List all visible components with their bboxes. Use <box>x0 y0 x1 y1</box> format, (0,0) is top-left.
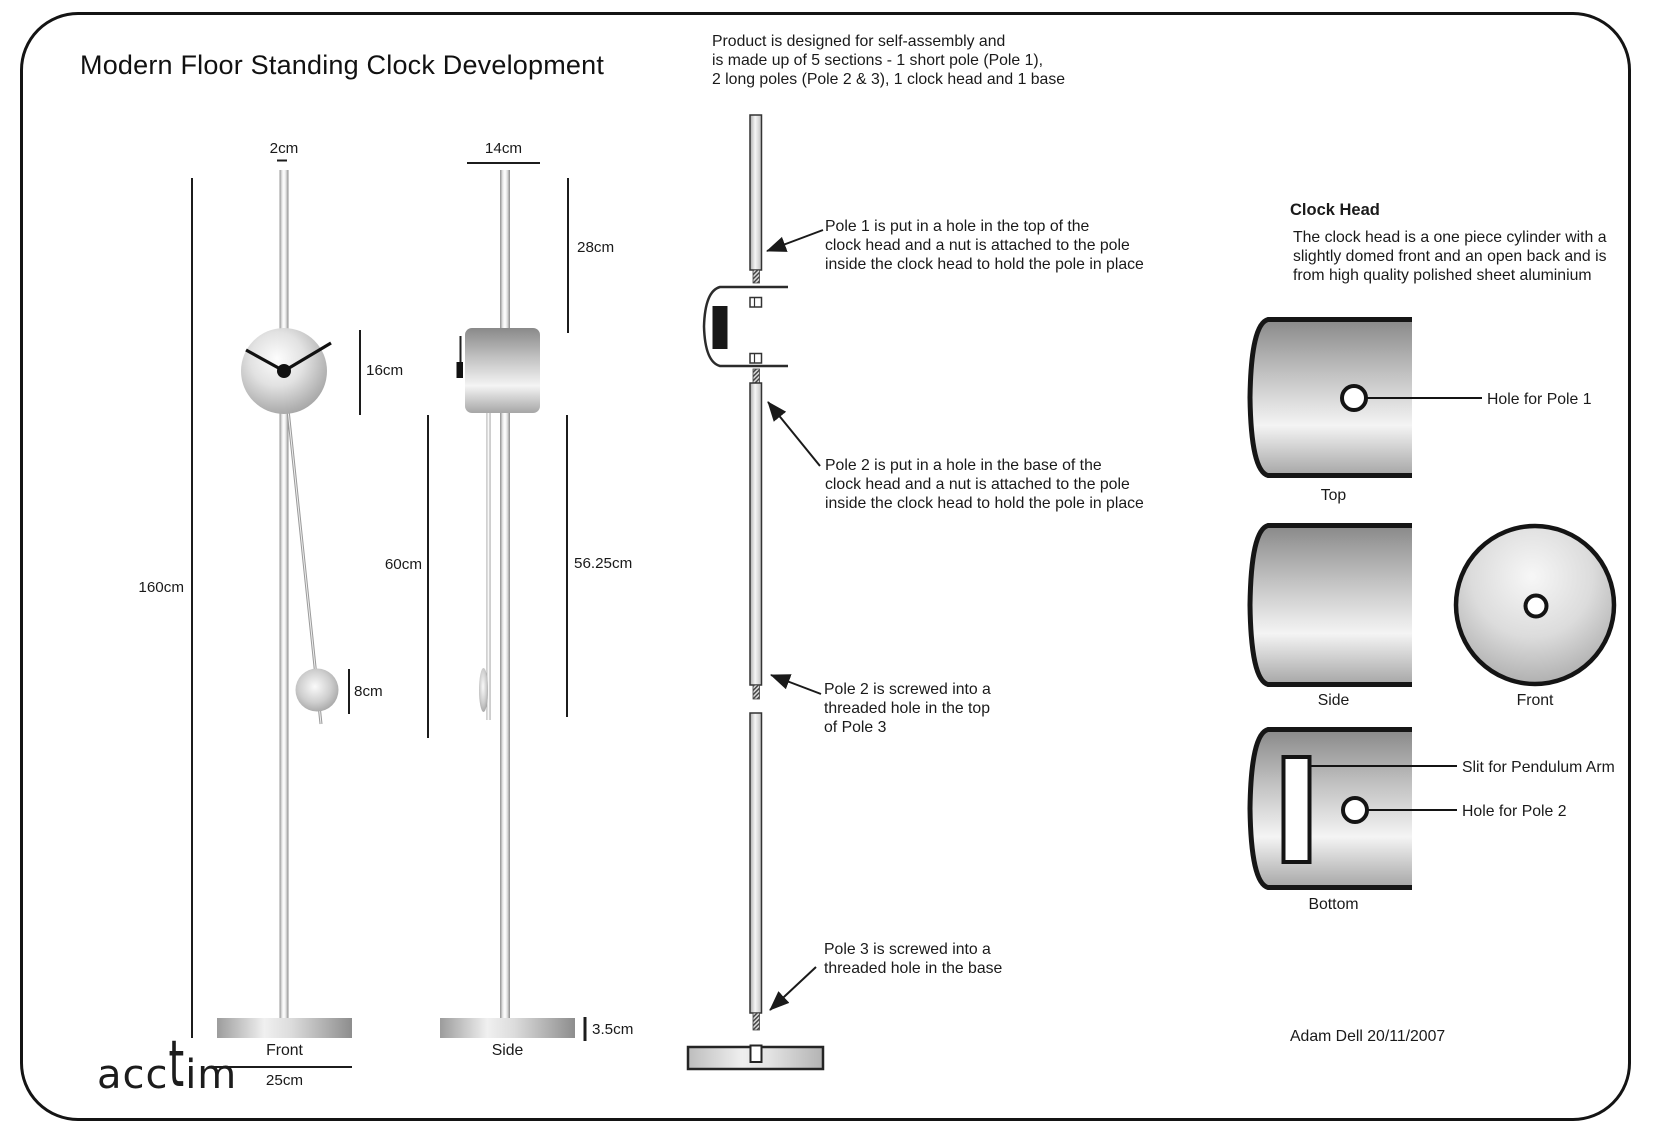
dim-2cm: 2cm <box>269 140 299 157</box>
callout-hole-for-pole-2: Hole for Pole 2 <box>1462 803 1567 820</box>
intro-line-1: Product is designed for self-assembly and <box>712 33 1006 50</box>
brand-logo <box>97 1028 238 1102</box>
dim-28cm: 28cm <box>577 239 615 256</box>
clock-head-heading: Clock Head <box>1290 201 1380 219</box>
view-label-bottom: Bottom <box>1308 896 1359 913</box>
dim-160cm: 160cm <box>138 579 184 596</box>
callout-hole-for-pole-1: Hole for Pole 1 <box>1487 391 1592 408</box>
brand-logo-part-1: acc <box>97 1052 169 1098</box>
front-view-label: Front <box>266 1042 303 1059</box>
clock-head-desc-line-2: slightly domed front and an open back and is <box>1293 248 1607 265</box>
dim-3-5cm: 3.5cm <box>592 1021 634 1038</box>
dim-8cm: 8cm <box>354 683 383 700</box>
brand-logo-part-2: im <box>185 1052 238 1098</box>
clock-head-desc-line-1: The clock head is a one piece cylinder with a <box>1293 229 1607 246</box>
assembly-note-3-line-3: of Pole 3 <box>824 719 887 736</box>
clock-head-desc-line-3: from high quality polished sheet aluminium <box>1293 267 1592 284</box>
assembly-note-2-line-1: Pole 2 is put in a hole in the base of the <box>825 457 1102 474</box>
view-label-top: Top <box>1320 487 1347 504</box>
view-label-side: Side <box>1317 692 1350 709</box>
intro-line-2: is made up of 5 sections - 1 short pole (Pole 1), <box>712 52 1044 69</box>
assembly-note-1-line-2: clock head and a nut is attached to the pole <box>825 237 1130 254</box>
assembly-note-1-line-3: inside the clock head to hold the pole in place <box>825 256 1144 273</box>
callout-slit-for-pendulum-arm: Slit for Pendulum Arm <box>1462 759 1615 776</box>
intro-line-3: 2 long poles (Pole 2 & 3), 1 clock head and 1 base <box>712 71 1066 88</box>
side-view-label: Side <box>491 1042 524 1059</box>
assembly-note-4-line-2: threaded hole in the base <box>824 960 1003 977</box>
assembly-note-4-line-1: Pole 3 is screwed into a <box>824 941 991 958</box>
dim-60cm: 60cm <box>384 556 422 573</box>
assembly-note-2-line-3: inside the clock head to hold the pole in place <box>825 495 1144 512</box>
page-title: Modern Floor Standing Clock Development <box>80 50 605 80</box>
dim-14cm: 14cm <box>484 140 523 157</box>
assembly-note-3-line-2: threaded hole in the top <box>824 700 990 717</box>
view-label-front: Front <box>1516 692 1554 709</box>
assembly-note-3-line-1: Pole 2 is screwed into a <box>824 681 991 698</box>
assembly-note-2-line-2: clock head and a nut is attached to the pole <box>825 476 1130 493</box>
credit-text: Adam Dell 20/11/2007 <box>1290 1028 1446 1045</box>
brand-logo-tall-t: t <box>168 1028 186 1102</box>
dim-56-25cm: 56.25cm <box>574 555 633 572</box>
assembly-note-1-line-1: Pole 1 is put in a hole in the top of the <box>825 218 1090 235</box>
dim-16cm: 16cm <box>366 362 404 379</box>
dim-25cm: 25cm <box>265 1072 304 1089</box>
